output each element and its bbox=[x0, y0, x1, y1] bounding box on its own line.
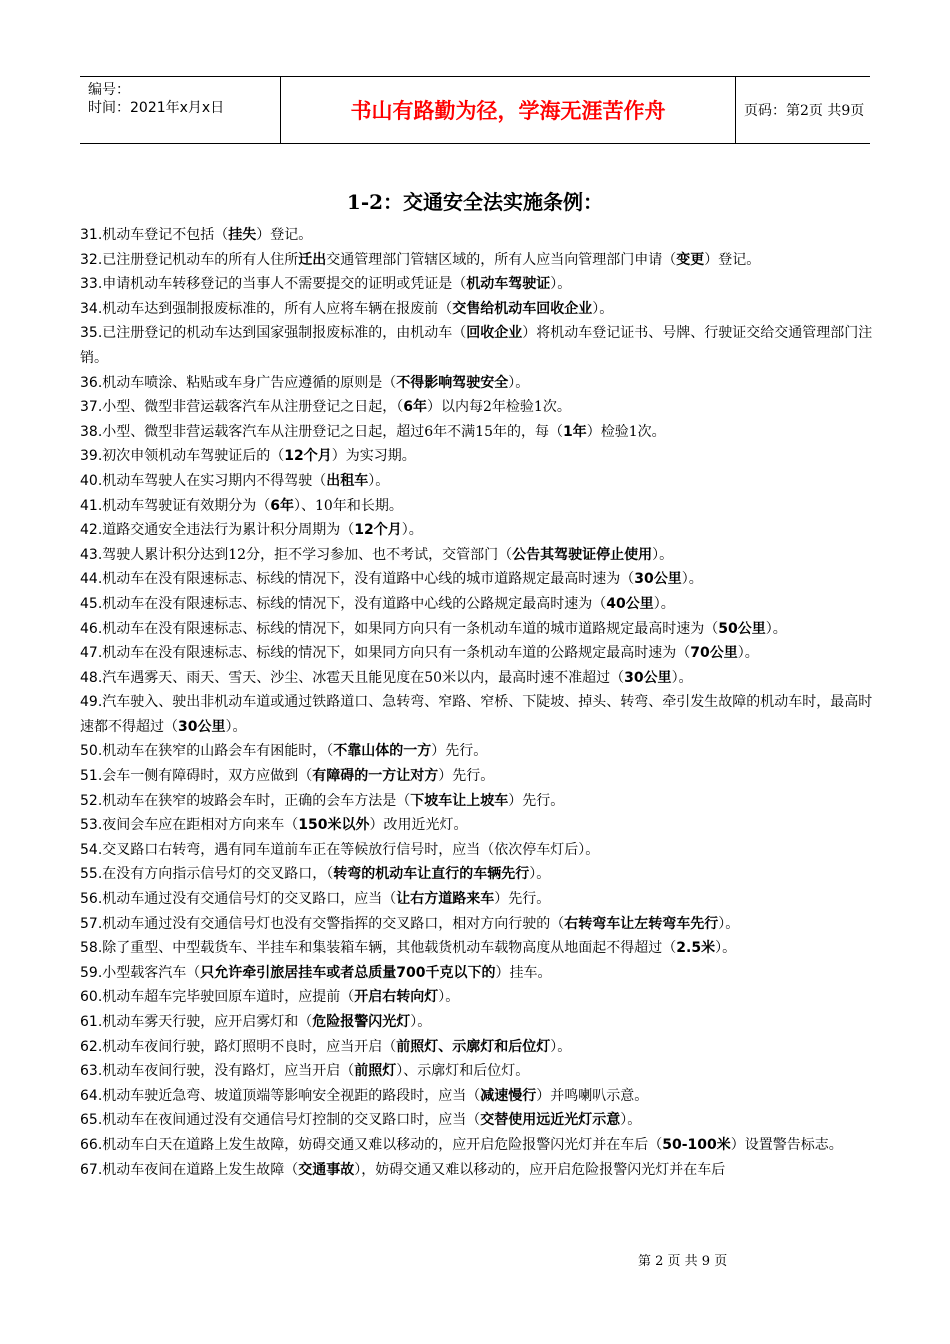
question-text: ）。 bbox=[508, 374, 530, 391]
question-text: 机动车超车完毕驶回原车道时，应提前（ bbox=[102, 989, 355, 1006]
question-text: 机动车在没有限速标志、标线的情况下，没有道路中心线的城市道路规定最高时速为（ bbox=[102, 571, 635, 588]
item-number: 55. bbox=[80, 866, 103, 883]
header-motto: 书山有路勤为径，学海无涯苦作舟 bbox=[280, 77, 736, 143]
question-text: ）。 bbox=[681, 571, 703, 588]
question-text: 机动车驶近急弯、坡道顶端等影响安全视距的路段时，应当（ bbox=[102, 1087, 481, 1104]
item-number: 31. bbox=[80, 227, 103, 243]
question-text: ）。 bbox=[225, 718, 247, 735]
question-text: 交通管理部门管辖区域的，所有人应当向管理部门申请（ bbox=[326, 251, 677, 268]
list-item bbox=[80, 813, 885, 838]
list-item bbox=[80, 985, 885, 1010]
list-item bbox=[80, 592, 885, 617]
question-text: 驾驶人累计积分达到12分，拒不学习参加、也不考试，交管部门（ bbox=[102, 546, 513, 563]
question-text: 机动车在没有限速标志、标线的情况下，如果同方向只有一条机动车道的公路规定最高时速为（ bbox=[102, 645, 691, 662]
item-number: 45. bbox=[80, 595, 103, 612]
item-number: 34. bbox=[80, 300, 103, 317]
answer-text: 挂失 bbox=[228, 227, 257, 243]
question-text: 申请机动车转移登记的当事人不需要提交的证明或凭证是（ bbox=[102, 276, 467, 293]
item-number: 46. bbox=[80, 620, 103, 637]
item-number: 43. bbox=[80, 546, 103, 563]
list-item bbox=[80, 395, 885, 420]
list-item bbox=[80, 739, 885, 764]
answer-text: 转弯的机动车让直行的车辆先行 bbox=[333, 866, 530, 883]
answer-text: 迁出 bbox=[298, 251, 327, 268]
item-number: 38. bbox=[80, 423, 103, 440]
answer-text: 6年 bbox=[403, 399, 428, 416]
page-header bbox=[80, 76, 870, 144]
answer-text: 让右方道路来车 bbox=[396, 891, 495, 908]
list-item bbox=[80, 1133, 885, 1158]
question-text: ）先行。 bbox=[438, 768, 495, 785]
item-number: 58. bbox=[80, 940, 103, 957]
question-text: 交叉路口右转弯，遇有同车道前车正在等候放行信号时，应当（依次停车灯后）。 bbox=[102, 841, 600, 858]
question-text: ）。 bbox=[653, 595, 675, 612]
item-number: 59. bbox=[80, 964, 103, 981]
answer-text: 不得影响驾驶安全 bbox=[396, 374, 509, 391]
answer-text: 右转弯车让左转弯车先行 bbox=[564, 915, 719, 932]
question-text: ）先行。 bbox=[431, 743, 488, 760]
list-item bbox=[80, 297, 885, 322]
header-page-label: 页码：第2页 共9页 bbox=[744, 103, 865, 119]
question-text: ）挂车。 bbox=[495, 964, 552, 981]
section-title: 1-2：交通安全法实施条例： bbox=[346, 190, 604, 214]
question-text: 已注册登记机动车的所有人住所 bbox=[102, 251, 299, 268]
item-number: 67. bbox=[80, 1161, 103, 1178]
answer-text: 6年 bbox=[270, 497, 295, 514]
question-text: 初次申领机动车驾驶证后的（ bbox=[102, 448, 285, 465]
question-text: ）。 bbox=[718, 915, 740, 932]
list-item bbox=[80, 272, 885, 297]
list-item bbox=[80, 887, 885, 912]
question-text: ）为实习期。 bbox=[331, 448, 416, 465]
item-number: 39. bbox=[80, 448, 103, 465]
question-text: 会车一侧有障碍时，双方应做到（ bbox=[102, 768, 313, 785]
item-number: 52. bbox=[80, 792, 103, 809]
question-text: 机动车驾驶人在实习期内不得驾驶（ bbox=[102, 472, 327, 489]
list-item bbox=[80, 444, 885, 469]
answer-text: 公告其驾驶证停止使用 bbox=[512, 546, 653, 563]
question-text: ）登记。 bbox=[704, 251, 761, 268]
item-number: 36. bbox=[80, 374, 103, 391]
item-number: 56. bbox=[80, 891, 103, 908]
question-text: ）、示廓灯和后位灯。 bbox=[396, 1063, 530, 1080]
list-item bbox=[80, 321, 885, 370]
question-text: ）。 bbox=[368, 472, 390, 489]
answer-text: 12个月 bbox=[284, 448, 332, 465]
question-text: 机动车通过没有交通信号灯也没有交警指挥的交叉路口，相对方向行驶的（ bbox=[102, 915, 565, 932]
answer-text: 回收企业 bbox=[466, 325, 523, 342]
answer-text: 机动车驾驶证 bbox=[466, 276, 551, 293]
item-number: 64. bbox=[80, 1087, 103, 1104]
question-text: 机动车夜间行驶，路灯照明不良时，应当开启（ bbox=[102, 1038, 397, 1055]
answer-text: 减速慢行 bbox=[480, 1087, 537, 1104]
question-text: ）。 bbox=[401, 522, 423, 539]
question-text: 道路交通安全违法行为累计积分周期为（ bbox=[102, 522, 355, 539]
answer-text: 交通事故 bbox=[298, 1161, 355, 1178]
item-number: 33. bbox=[80, 276, 103, 293]
question-text: ）。 bbox=[652, 546, 674, 563]
answer-text: 前照灯、示廓灯和后位灯 bbox=[396, 1038, 551, 1055]
list-item bbox=[80, 789, 885, 814]
question-text: ）并鸣喇叭示意。 bbox=[536, 1087, 649, 1104]
item-number: 50. bbox=[80, 743, 103, 760]
question-text: 机动车在狭窄的坡路会车时，正确的会车方法是（ bbox=[102, 792, 411, 809]
question-text: 除了重型、中型载货车、半挂车和集装箱车辆，其他载货机动车载物高度从地面起不得超过（ bbox=[102, 940, 677, 957]
question-text: ）。 bbox=[550, 276, 572, 293]
list-item bbox=[80, 469, 885, 494]
answer-text: 30公里 bbox=[634, 571, 682, 588]
answer-text: 交替使用远近光灯示意 bbox=[480, 1112, 621, 1129]
list-item bbox=[80, 838, 885, 863]
list-item bbox=[80, 1010, 885, 1035]
answer-text: 开启右转向灯 bbox=[354, 989, 439, 1006]
question-text: ）。 bbox=[592, 300, 614, 317]
list-item bbox=[80, 617, 885, 642]
item-number: 62. bbox=[80, 1038, 103, 1055]
item-number: 48. bbox=[80, 669, 103, 686]
question-text: 已注册登记的机动车达到国家强制报废标准的，由机动车（ bbox=[102, 325, 467, 342]
answer-text: 只允许牵引旅居挂车或者总质量700千克以下的 bbox=[200, 964, 496, 981]
item-number: 44. bbox=[80, 571, 103, 588]
question-text: ）。 bbox=[765, 620, 787, 637]
question-text: 机动车夜间在道路上发生故障（ bbox=[102, 1161, 299, 1178]
question-text: 汽车遇雾天、雨天、雪天、沙尘、冰雹天且能见度在50米以内，最高时速不准超过（ bbox=[102, 669, 625, 686]
answer-text: 有障碍的一方让对方 bbox=[312, 768, 439, 785]
list-item bbox=[80, 641, 885, 666]
answer-text: 1年 bbox=[563, 423, 587, 440]
question-text: ）检验1次。 bbox=[586, 423, 666, 440]
list-item bbox=[80, 690, 885, 739]
question-text: 机动车在狭窄的山路会车有困能时，（ bbox=[102, 743, 334, 760]
question-text: ）先行。 bbox=[508, 792, 565, 809]
list-item bbox=[80, 1158, 885, 1183]
question-text: ），妨碍交通又难以移动的，应开启危险报警闪光灯并在车后 bbox=[354, 1161, 726, 1178]
answer-text: 2.5米 bbox=[676, 940, 716, 957]
question-text: ）。 bbox=[529, 866, 551, 883]
question-text: ）。 bbox=[671, 669, 693, 686]
item-number: 32. bbox=[80, 251, 103, 268]
question-text: ）。 bbox=[620, 1112, 642, 1129]
question-text: 汽车驶入、驶出非机动车道或通过铁路道口、急转弯、窄路、窄桥、下陡坡、掉头、转弯、牵引发生故障的机动车时，最高时速都不得超过（ bbox=[80, 694, 873, 735]
list-item bbox=[80, 961, 885, 986]
time-label: 时间：2021年x月x日 bbox=[88, 100, 225, 116]
page-footer: 第 2 页 共 9 页 bbox=[638, 1254, 728, 1269]
question-text: ）设置警告标志。 bbox=[730, 1136, 843, 1153]
question-text: ）。 bbox=[438, 989, 460, 1006]
answer-text: 30公里 bbox=[178, 718, 226, 735]
answer-text: 前照灯 bbox=[354, 1063, 397, 1080]
list-item bbox=[80, 567, 885, 592]
question-text: 机动车白天在道路上发生故障，妨碍交通又难以移动的，应开启危险报警闪光灯并在车后（ bbox=[102, 1136, 663, 1153]
list-item bbox=[80, 1108, 885, 1133]
question-text: 小型、微型非营运载客汽车从注册登记之日起，（ bbox=[102, 399, 404, 416]
question-text: 机动车登记不包括（ bbox=[102, 227, 229, 243]
answer-text: 下坡车让上坡车 bbox=[410, 792, 509, 809]
list-item bbox=[80, 764, 885, 789]
item-number: 66. bbox=[80, 1136, 103, 1153]
question-text: 机动车在没有限速标志、标线的情况下，如果同方向只有一条机动车道的城市道路规定最高时速为（ bbox=[102, 620, 719, 637]
question-text: 机动车驾驶证有效期分为（ bbox=[102, 497, 271, 514]
list-item bbox=[80, 371, 885, 396]
item-number: 54. bbox=[80, 841, 103, 858]
question-text: ）登记。 bbox=[256, 227, 313, 243]
question-text: ）。 bbox=[715, 940, 737, 957]
question-text: ）先行。 bbox=[494, 891, 551, 908]
question-text: 机动车喷涂、粘贴或车身广告应遵循的原则是（ bbox=[102, 374, 397, 391]
item-number: 41. bbox=[80, 497, 103, 514]
question-text: ）。 bbox=[550, 1038, 572, 1055]
item-number: 40. bbox=[80, 472, 103, 489]
question-text: ）以内每2年检验1次。 bbox=[427, 399, 571, 416]
item-number: 35. bbox=[80, 325, 103, 342]
list-item bbox=[80, 912, 885, 937]
list-item bbox=[80, 1059, 885, 1084]
item-number: 42. bbox=[80, 522, 103, 539]
answer-text: 变更 bbox=[676, 251, 705, 268]
list-item bbox=[80, 223, 885, 248]
question-text: 夜间会车应在距相对方向来车（ bbox=[102, 817, 299, 834]
list-item bbox=[80, 936, 885, 961]
question-text: ）。 bbox=[410, 1014, 432, 1030]
question-text: 在没有方向指示信号灯的交叉路口，（ bbox=[102, 866, 334, 883]
item-number: 49. bbox=[80, 694, 103, 711]
item-number: 51. bbox=[80, 768, 103, 785]
header-meta bbox=[80, 77, 280, 143]
list-item bbox=[80, 248, 885, 273]
question-text: ）将机动车登记证书、号牌、行驶证交给交通管理部门注销。 bbox=[80, 325, 873, 366]
code-label: 编号： bbox=[88, 82, 130, 98]
question-text: ）改用近光灯。 bbox=[369, 817, 468, 834]
list-item bbox=[80, 420, 885, 445]
item-number: 57. bbox=[80, 915, 103, 932]
question-text: 机动车在没有限速标志、标线的情况下，没有道路中心线的公路规定最高时速为（ bbox=[102, 595, 607, 612]
question-text: 小型、微型非营运载客汽车从注册登记之日起，超过6年不满15年的，每（ bbox=[102, 423, 563, 440]
list-item bbox=[80, 1035, 885, 1060]
question-list bbox=[80, 223, 885, 1182]
question-text: ）、10年和长期。 bbox=[294, 497, 403, 514]
question-text: ）。 bbox=[737, 645, 759, 662]
answer-text: 危险报警闪光灯 bbox=[312, 1014, 411, 1030]
answer-text: 70公里 bbox=[690, 645, 738, 662]
answer-text: 50-100米 bbox=[662, 1136, 731, 1153]
answer-text: 12个月 bbox=[354, 522, 402, 539]
item-number: 65. bbox=[80, 1112, 103, 1129]
question-text: 机动车通过没有交通信号灯的交叉路口，应当（ bbox=[102, 891, 397, 908]
item-number: 63. bbox=[80, 1063, 103, 1080]
list-item bbox=[80, 518, 885, 543]
question-text: 机动车夜间行驶，没有路灯，应当开启（ bbox=[102, 1063, 355, 1080]
question-text: 小型载客汽车（ bbox=[102, 964, 201, 981]
answer-text: 150米以外 bbox=[298, 817, 370, 834]
answer-text: 出租车 bbox=[326, 472, 369, 489]
item-number: 47. bbox=[80, 645, 103, 662]
question-text: 机动车达到强制报废标准的，所有人应将车辆在报废前（ bbox=[102, 300, 453, 317]
list-item bbox=[80, 494, 885, 519]
list-item bbox=[80, 862, 885, 887]
list-item bbox=[80, 666, 885, 691]
list-item bbox=[80, 543, 885, 568]
list-item bbox=[80, 1084, 885, 1109]
question-text: 机动车在夜间通过没有交通信号灯控制的交叉路口时，应当（ bbox=[102, 1112, 481, 1129]
item-number: 53. bbox=[80, 817, 103, 834]
answer-text: 交售给机动车回收企业 bbox=[452, 300, 593, 317]
item-number: 61. bbox=[80, 1014, 103, 1030]
answer-text: 30公里 bbox=[624, 669, 672, 686]
answer-text: 40公里 bbox=[606, 595, 654, 612]
item-number: 60. bbox=[80, 989, 103, 1006]
answer-text: 50公里 bbox=[718, 620, 766, 637]
question-text: 机动车雾天行驶，应开启雾灯和（ bbox=[102, 1014, 313, 1030]
answer-text: 不靠山体的一方 bbox=[333, 743, 432, 760]
item-number: 37. bbox=[80, 399, 103, 416]
